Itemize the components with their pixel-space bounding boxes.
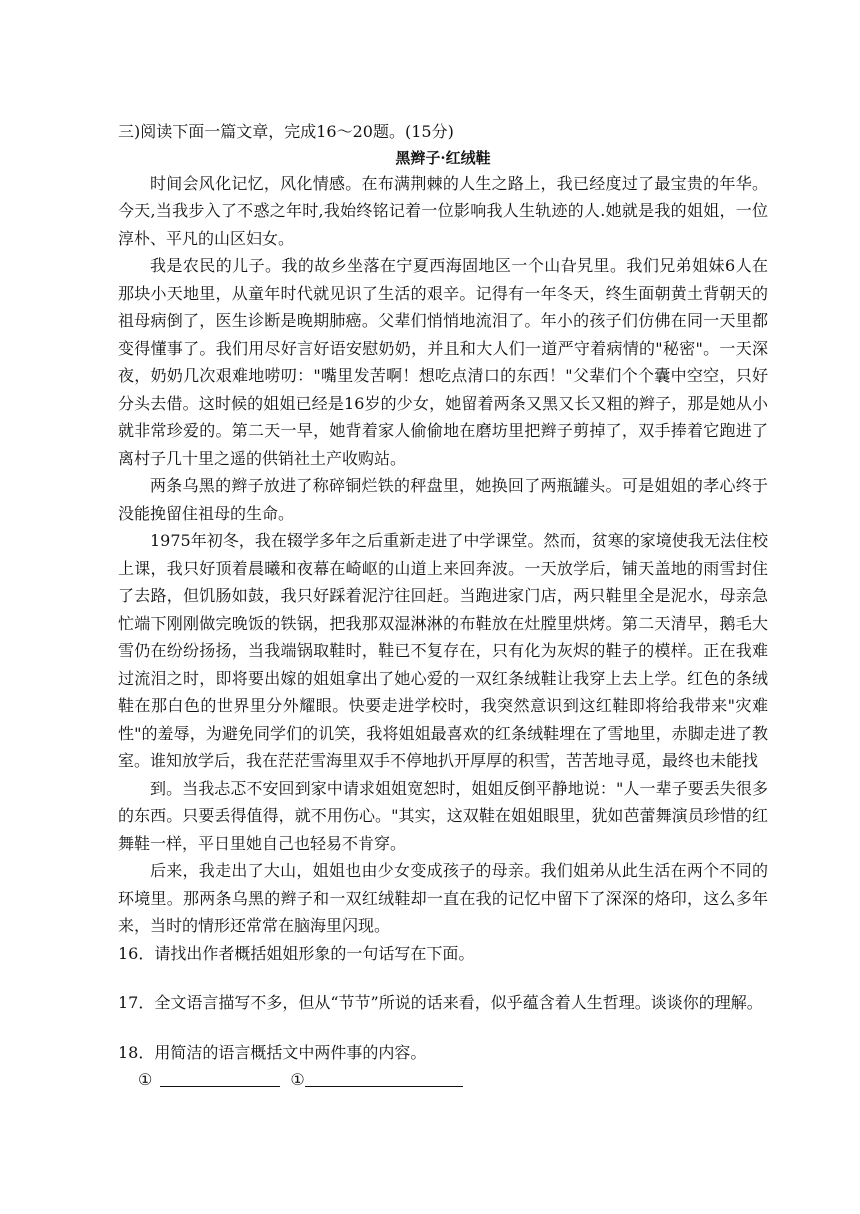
paragraph-4: 1975年初冬，我在辍学多年之后重新走进了中学课堂。然而，贫寒的家境使我无法住校上课，我只好顶着晨曦和夜幕在崎岖的山道上来回奔波。一天放学后，铺天盖地的雨雪封住了去路，但饥肠如鼓，我只好踩着泥泞往回赶。当跑进家门店，两只鞋里全是泥水，母亲急忙端下刚刚做完晚饭的铁锅，把我那双湿淋淋的布鞋放在灶膛里烘烤。第二天清早，鹅毛大雪仍在纷纷扬扬，当我端锅取鞋时，鞋已不复存在，只有化为灰烬的鞋子的模样。正在我难过流泪之时，即将要出嫁的姐姐拿出了她心爱的一双红条绒鞋让我穿上去上学。红色的条绒鞋在那白色的世界里分外耀眼。快要走进学校时，我突然意识到这红鞋即将给我带来"灾难性"的羞辱，为避免同学们的讥笑，我将姐姐最喜欢的红条绒鞋埋在了雪地里，赤脚走进了教室。谁知放学后，我在茫茫雪海里双手不停地扒开厚厚的积雪，苦苦地寻觅，最终也未能找 xyxy=(118,531,768,770)
document-page xyxy=(118,118,768,1094)
paragraph-6: 后来，我走出了大山，姐姐也由少女变成孩子的母亲。我们姐弟从此生活在两个不同的环境里。那两条乌黑的辫子和一双红绒鞋却一直在我的记忆中留下了深深的烙印，这么多年来，当时的情形还常常在脑海里闪现。 xyxy=(118,861,768,935)
paragraph-2: 我是农民的儿子。我的故乡坐落在宁夏西海固地区一个山旮旯里。我们兄弟姐妹6人在那块小天地里，从童年时代就见识了生活的艰辛。记得有一年冬天，终生面朝黄土背朝天的祖母病倒了，医生诊断是晚期肺癌。父辈们悄悄地流泪了。年小的孩子们仿佛在同一天里都变得懂事了。我们用尽好言好语安慰奶奶，并且和大人们一道严守着病情的"秘密"。一天深夜，奶奶几次艰难地唠叨："嘴里发苦啊！想吃点清口的东西！"父辈们个个囊中空空，只好分头去借。这时候的姐姐已经是16岁的少女，她留着两条又黑又长又粗的辫子，那是她从小就非常珍爱的。第二天一早，她背着家人偷偷地在磨坊里把辫子剪掉了，双手捧着它跑进了离村子几十里之遥的供销社土产收购站。 xyxy=(118,256,768,468)
section-header: 三)阅读下面一篇文章，完成16～20题。(15分) xyxy=(118,122,454,141)
question-18: 18．用简洁的语言概括文中两件事的内容。 xyxy=(118,1042,427,1062)
question-16: 16．请找出作者概括姐姐形象的一句话写在下面。 xyxy=(118,943,475,963)
answer-space-17 xyxy=(118,1017,768,1039)
answer-marker-2: ① xyxy=(290,1070,305,1089)
answer-blank-2[interactable] xyxy=(305,1068,463,1087)
paragraph-1: 时间会风化记忆，风化情感。在布满荆棘的人生之路上，我已经度过了最宝贵的年华。今天,当我步入了不惑之年时,我始终铭记着一位影响我人生轨迹的人.她就是我的姐姐，一位淳朴、平凡的山区妇女。 xyxy=(118,173,768,248)
answer-marker-1: ① xyxy=(138,1070,153,1089)
article-title: 黑辫子·红绒鞋 xyxy=(395,148,491,167)
paragraph-5: 到。当我忐忑不安回到家中请求姐姐宽恕时，姐姐反倒平静地说："人一辈子要丢失很多的东西。只要丢得值得，就不用伤心。"其实，这双鞋在姐姐眼里，犹如芭蕾舞演员珍惜的红舞鞋一样，平日里她自己也轻易不肯穿。 xyxy=(118,778,768,853)
answer-blank-1[interactable] xyxy=(160,1068,280,1087)
question-17: 17．全文语言描写不多，但从“节节”所说的话来看，似乎蕴含着人生哲理。谈谈你的理解。 xyxy=(118,993,763,1012)
question-18-answer-row xyxy=(118,1066,768,1094)
answer-space-16 xyxy=(118,967,768,989)
paragraph-3: 两条乌黑的辫子放进了称碎铜烂铁的秤盘里，她换回了两瓶罐头。可是姐姐的孝心终于没能挽留住祖母的生命。 xyxy=(118,476,768,523)
